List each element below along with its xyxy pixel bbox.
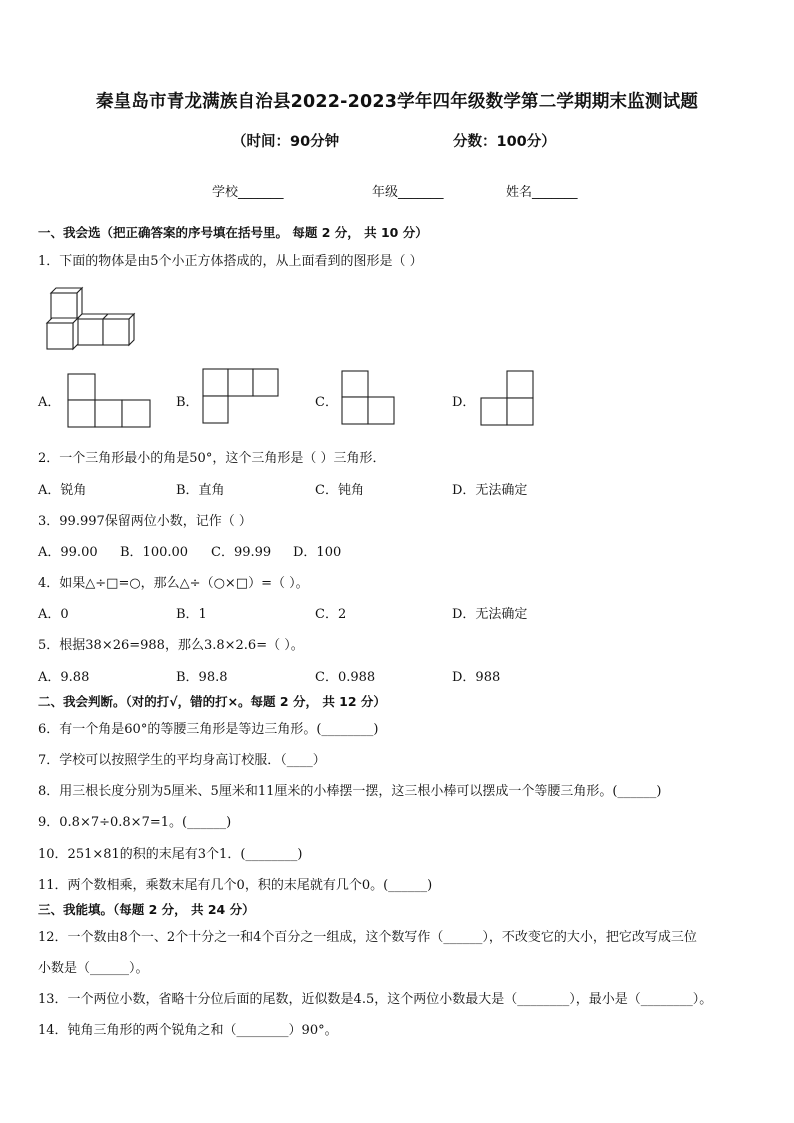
section-heading: 二、我会判断。（对的打√，错的打×。每题 2 分， 共 12 分）	[38, 694, 386, 709]
question-3: 3．99.997保留两位小数，记作（ ）	[38, 514, 252, 529]
name-field: 姓名_______	[506, 185, 578, 200]
option: C．钝角	[315, 483, 364, 498]
question-2: 2．一个三角形最小的角是50°，这个三角形是（ ）三角形．	[38, 451, 386, 466]
option-a-label: A．	[38, 395, 61, 410]
page-title: 秦皇岛市青龙满族自治县2022-2023学年四年级数学第二学期期末监测试题	[95, 92, 699, 112]
question-7: 7．学校可以按照学生的平均身高订校服．（____）	[38, 753, 326, 768]
option: A．9.88	[38, 670, 90, 685]
option-c-figure	[341, 370, 397, 428]
cube-figure	[44, 284, 139, 352]
option-b-label: B．	[176, 395, 199, 410]
option-d-label: D．	[452, 395, 476, 410]
option: C．99.99	[211, 545, 272, 560]
question-9: 9．0.8×7÷0.8×7=1。(______)	[38, 815, 232, 830]
option: C．0.988	[315, 670, 376, 685]
question-12-continued: 小数是（______）。	[38, 961, 149, 976]
option: B．98.8	[176, 670, 228, 685]
option: A．锐角	[38, 483, 87, 498]
option: B．直角	[176, 483, 225, 498]
option: B．100.00	[120, 545, 189, 560]
option-c-label: C．	[315, 395, 338, 410]
option-a-figure	[67, 373, 153, 429]
option: D．无法确定	[452, 607, 528, 622]
question-5: 5．根据38×26=988，那么3.8×2.6=（ ）。	[38, 638, 304, 653]
question-11: 11．两个数相乘，乘数末尾有几个0，积的末尾就有几个0。(______)	[38, 878, 433, 893]
option: A．0	[38, 607, 69, 622]
exam-time: （时间：90分钟	[232, 134, 340, 150]
option: C．2	[315, 607, 347, 622]
option: D．无法确定	[452, 483, 528, 498]
option: D．988	[452, 670, 501, 685]
question-4: 4．如果△÷□=○，那么△÷（○×□）=（ ）。	[38, 576, 309, 591]
question-10: 10．251×81的积的末尾有3个1．(________)	[38, 847, 303, 862]
grade-field: 年级_______	[372, 185, 444, 200]
option: B．1	[176, 607, 207, 622]
exam-score: 分数：100分）	[453, 134, 556, 150]
section-heading: 三、我能填。（每题 2 分， 共 24 分）	[38, 902, 255, 917]
question-8: 8．用三根长度分别为5厘米、5厘米和11厘米的小棒摆一摆，这三根小棒可以摆成一个等腰三角形。(______)	[38, 784, 662, 799]
section-heading: 一、我会选（把正确答案的序号填在括号里。 每题 2 分， 共 10 分）	[38, 225, 428, 240]
option: D．100	[293, 545, 342, 560]
school-field: 学校_______	[212, 185, 284, 200]
question-13: 13．一个两位小数，省略十分位后面的尾数，近似数是4.5，这个两位小数最大是（________），最小是（________）。	[38, 992, 713, 1007]
question-12: 12．一个数由8个一、2个十分之一和4个百分之一组成，这个数写作（______），不改变它的大小，把它改写成三位	[38, 930, 697, 945]
question-14: 14．钝角三角形的两个锐角之和（________）90°。	[38, 1023, 338, 1038]
option-d-figure	[480, 370, 536, 428]
option: A．99.00	[38, 545, 98, 560]
question-6: 6．有一个角是60°的等腰三角形是等边三角形。(________)	[38, 722, 379, 737]
question-1: 1．下面的物体是由5个小正方体搭成的，从上面看到的图形是（ ）	[38, 254, 423, 269]
option-b-figure	[202, 368, 282, 426]
